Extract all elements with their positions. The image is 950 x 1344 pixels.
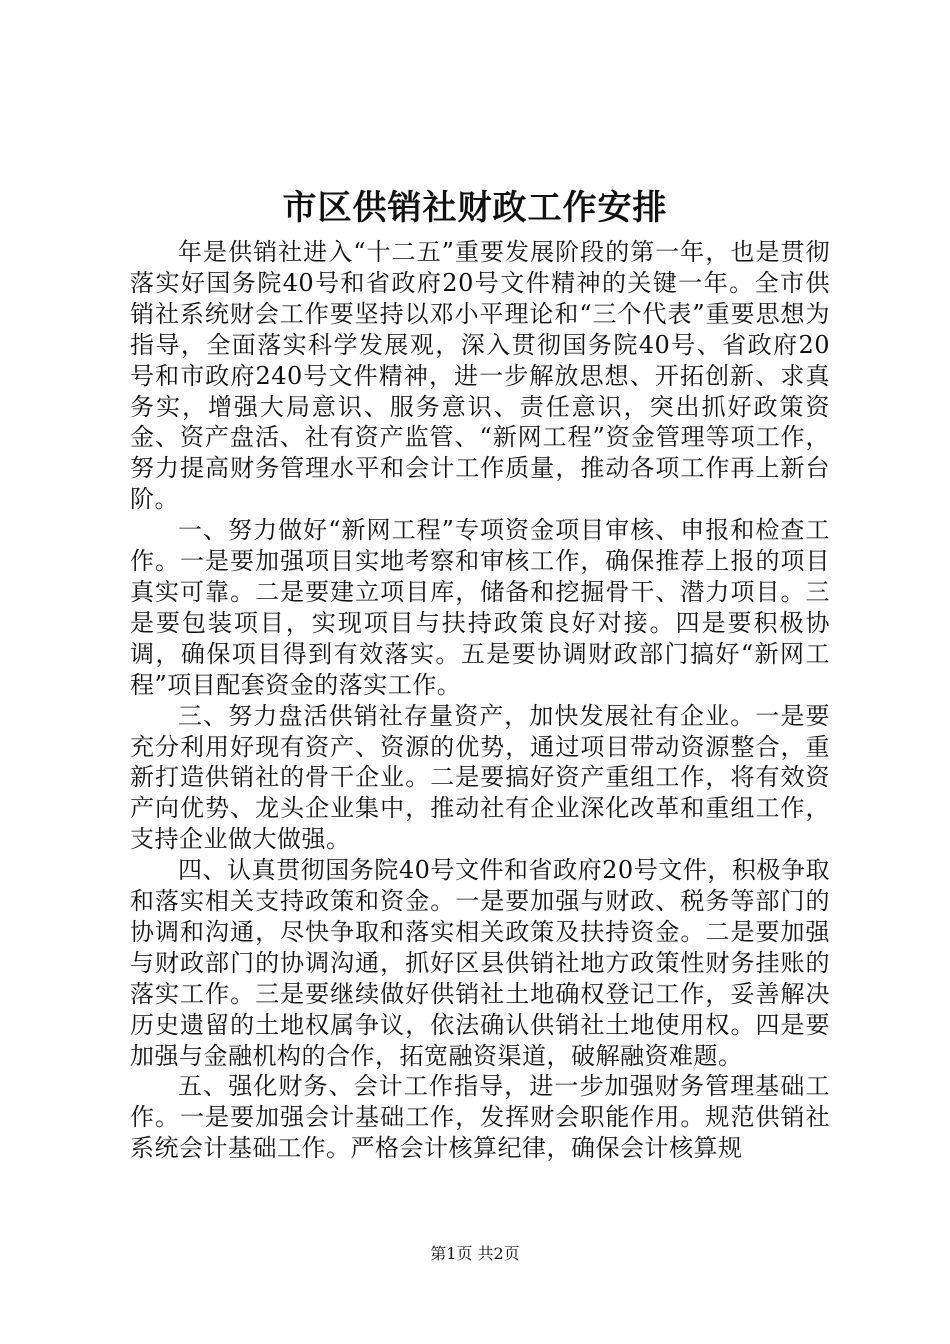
document-title: 市区供销社财政工作安排	[282, 188, 668, 228]
document-body	[130, 237, 830, 1164]
paragraph-section-3: 三、努力盘活供销社存量资产，加快发展社有企业。一是要充分利用好现有资产、资源的优势，通过项目带动资源整合，重新打造供销社的骨干企业。二是要搞好资产重组工作，将有效资产向优势、龙头企业集中，推动社有企业深化改革和重组工作，支持企业做大做强。	[130, 701, 830, 854]
paragraph-section-1: 一、努力做好“新网工程”专项资金项目审核、申报和检查工作。一是要加强项目实地考察和审核工作，确保推荐上报的项目真实可靠。二是要建立项目库，储备和挖掘骨干、潜力项目。三是要包装项目，实现项目与扶持政策良好对接。四是要积极协调，确保项目得到有效落实。五是要协调财政部门搞好“新网工程”项目配套资金的落实工作。	[130, 516, 830, 699]
paragraph-intro: 年是供销社进入“十二五”重要发展阶段的第一年，也是贯彻落实好国务院40号和省政府20号文件精神的关键一年。全市供销社系统财会工作要坚持以邓小平理论和“三个代表”重要思想为指导，全面落实科学发展观，深入贯彻国务院40号、省政府20号和市政府240号文件精神，进一步解放思想、开拓创新、求真务实，增强大局意识、服务意识、责任意识，突出抓好政策资金、资产盘活、社有资产监管、“新网工程”资金管理等项工作，努力提高财务管理水平和会计工作质量，推动各项工作再上新台阶。	[130, 238, 830, 514]
paragraph-section-4: 四、认真贯彻国务院40号文件和省政府20号文件，积极争取和落实相关支持政策和资金。一是要加强与财政、税务等部门的协调和沟通，尽快争取和落实相关政策及扶持资金。二是要加强与财政部门的协调沟通，抓好区县供销社地方政策性财务挂账的落实工作。三是要继续做好供销社土地确权登记工作，妥善解决历史遗留的土地权属争议，依法确认供销社土地使用权。四是要加强与金融机构的合作，拓宽融资渠道，破解融资难题。	[130, 856, 830, 1070]
page-footer: 第1页 共2页	[430, 1244, 520, 1263]
paragraph-section-5: 五、强化财务、会计工作指导，进一步加强财务管理基础工作。一是要加强会计基础工作，发挥财会职能作用。规范供销社系统会计基础工作。严格会计核算纪律，确保会计核算规	[130, 1072, 830, 1163]
